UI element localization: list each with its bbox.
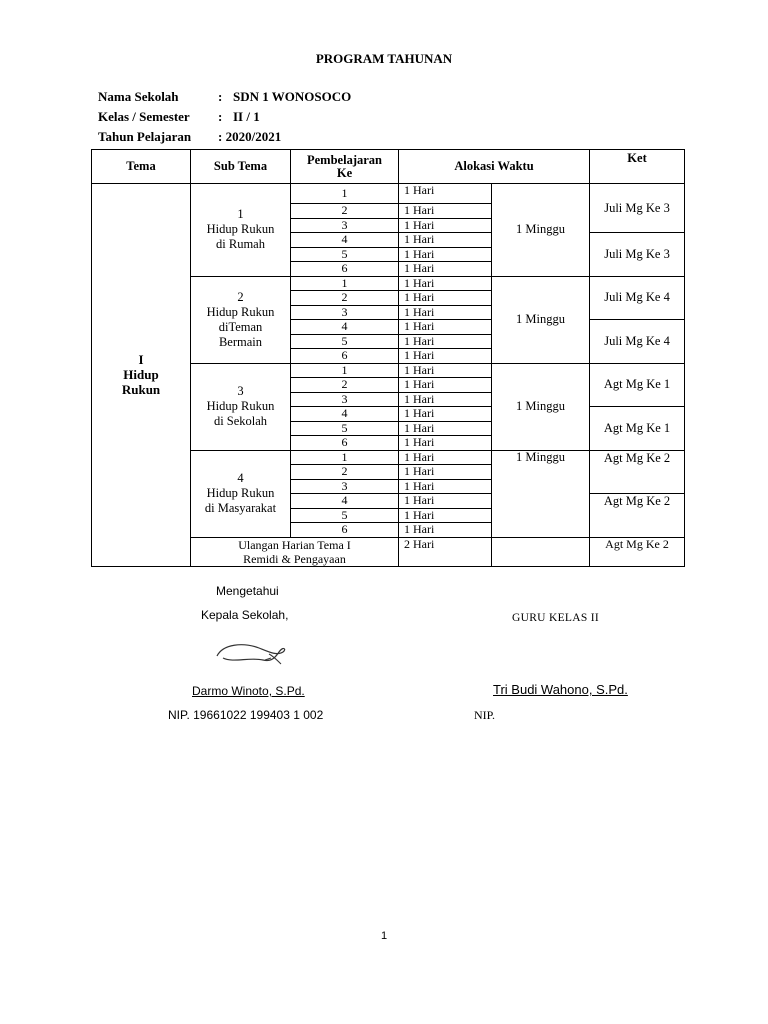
table-header-row (92, 150, 685, 184)
pembelajaran-cell: 6 (291, 262, 399, 277)
hari-cell: 1 Hari (399, 508, 492, 523)
subtema-line: di Sekolah (213, 414, 268, 428)
subtema-line: di Rumah (216, 237, 265, 252)
ket-cell: Juli Mg Ke 3 (590, 184, 685, 233)
program-table (91, 149, 685, 567)
minggu-cell: 1 Minggu (492, 184, 590, 277)
subtema-number: 3 (237, 384, 244, 398)
pembelajaran-cell: 3 (291, 392, 399, 407)
pembelajaran-cell: 1 (291, 276, 399, 291)
hari-cell: 1 Hari (399, 421, 492, 436)
ket-cell: Agt Mg Ke 1 (590, 363, 685, 407)
subtema-number: 4 (237, 471, 244, 485)
hari-cell: 1 Hari (399, 247, 492, 262)
pembelajaran-cell: 6 (291, 523, 399, 538)
tema-cell (92, 184, 191, 567)
pembelajaran-cell: 6 (291, 349, 399, 364)
pembelajaran-cell: 3 (291, 305, 399, 320)
kepala-sekolah-label: Kepala Sekolah, (201, 608, 289, 622)
subtema-line: Hidup Rukun (206, 399, 275, 413)
hari-cell: 1 Hari (399, 494, 492, 509)
minggu-cell: 1 Minggu (492, 363, 590, 450)
hari-cell: 1 Hari (399, 305, 492, 320)
ket-cell: Juli Mg Ke 4 (590, 276, 685, 320)
subtema-cell (191, 184, 291, 277)
hari-cell: 1 Hari (399, 334, 492, 349)
info-colon: : (218, 89, 223, 104)
pembelajaran-cell: 3 (291, 218, 399, 233)
pembelajaran-cell: 5 (291, 508, 399, 523)
minggu-cell: 1 Minggu (492, 276, 590, 363)
ket-cell: Agt Mg Ke 2 (590, 494, 685, 538)
hari-cell: 1 Hari (399, 291, 492, 306)
ket-cell: Juli Mg Ke 4 (590, 320, 685, 364)
empty-cell (492, 537, 590, 566)
hari-cell: 1 Hari (399, 262, 492, 277)
table-row (92, 184, 685, 204)
hari-cell: 1 Hari (399, 436, 492, 451)
pembelajaran-cell: 5 (291, 247, 399, 262)
ket-cell: Agt Mg Ke 1 (590, 407, 685, 451)
pembelajaran-cell: 1 (291, 450, 399, 465)
tema-number: I (138, 352, 144, 368)
hari-cell: 1 Hari (399, 320, 492, 335)
header-pembelajaran (291, 150, 399, 184)
hari-cell: 1 Hari (399, 378, 492, 393)
pembelajaran-cell: 1 (291, 363, 399, 378)
info-value: II / 1 (233, 109, 260, 124)
pembelajaran-cell: 5 (291, 334, 399, 349)
ket-cell: Agt Mg Ke 2 (590, 450, 685, 494)
guru-kelas-nip: NIP. (474, 708, 496, 722)
pembelajaran-cell: 2 (291, 291, 399, 306)
subtema-line: Hidup Rukun (206, 222, 275, 237)
hari-cell: 1 Hari (399, 349, 492, 364)
pembelajaran-cell: 6 (291, 436, 399, 451)
page-number: 1 (380, 930, 388, 942)
header-subtema: Sub Tema (191, 150, 291, 184)
hari-cell: 1 Hari (399, 218, 492, 233)
ket-cell: Juli Mg Ke 3 (590, 233, 685, 277)
subtema-number: 1 (237, 207, 244, 222)
pembelajaran-cell: 2 (291, 465, 399, 480)
subtema-cell (191, 363, 291, 450)
subtema-line: Hidup Rukun (206, 304, 275, 319)
mengetahui-label: Mengetahui (216, 584, 279, 598)
hari-cell: 1 Hari (399, 204, 492, 219)
subtema-line: di Masyarakat (204, 501, 277, 515)
pembelajaran-cell: 4 (291, 494, 399, 509)
pembelajaran-cell: 1 (291, 184, 399, 204)
pembelajaran-cell: 4 (291, 407, 399, 422)
info-label: Kelas / Semester (98, 109, 190, 124)
header-pembelajaran-line2: Ke (336, 165, 353, 180)
tema-line: Hidup (123, 367, 159, 383)
guru-kelas-label: GURU KELAS II (512, 612, 599, 624)
hari-cell: 1 Hari (399, 465, 492, 480)
subtema-line: Hidup Rukun (206, 486, 275, 500)
pembelajaran-cell: 2 (291, 378, 399, 393)
hari-cell: 1 Hari (399, 523, 492, 538)
info-label: Tahun Pelajaran (98, 129, 192, 144)
hari-cell: 1 Hari (399, 363, 492, 378)
hari-cell: 1 Hari (399, 184, 492, 204)
subtema-line: Bermain (218, 334, 263, 349)
pembelajaran-cell: 3 (291, 479, 399, 494)
pembelajaran-cell: 2 (291, 204, 399, 219)
pembelajaran-cell: 4 (291, 320, 399, 335)
hari-cell: 1 Hari (399, 392, 492, 407)
subtema-cell (191, 276, 291, 363)
guru-kelas-name: Tri Budi Wahono, S.Pd. (493, 682, 628, 697)
header-alokasi: Alokasi Waktu (399, 150, 590, 184)
ket-cell: Agt Mg Ke 2 (590, 537, 685, 566)
minggu-cell: 1 Minggu (492, 450, 590, 537)
ulangan-cell (191, 537, 399, 566)
subtema-line: diTeman (218, 319, 263, 334)
document-title: PROGRAM TAHUNAN (315, 51, 453, 66)
pembelajaran-cell: 4 (291, 233, 399, 248)
header-tema: Tema (92, 150, 191, 184)
hari-cell: 2 Hari (399, 537, 492, 566)
hari-cell: 1 Hari (399, 479, 492, 494)
header-ket: Ket (590, 150, 685, 184)
header-pembelajaran-line1: Pembelajaran (307, 152, 382, 167)
ulangan-line: Remidi & Pengayaan (243, 551, 346, 566)
ulangan-line: Ulangan Harian Tema I (238, 537, 351, 552)
info-label: Nama Sekolah (98, 89, 179, 104)
tema-line: Rukun (121, 382, 161, 398)
subtema-cell (191, 450, 291, 537)
kepala-sekolah-nip: NIP. 19661022 199403 1 002 (168, 708, 324, 722)
hari-cell: 1 Hari (399, 233, 492, 248)
info-value: SDN 1 WONOSOCO (233, 89, 352, 104)
pembelajaran-cell: 5 (291, 421, 399, 436)
hari-cell: 1 Hari (399, 407, 492, 422)
hari-cell: 1 Hari (399, 276, 492, 291)
info-colon: : 2020/2021 (218, 129, 282, 144)
signature-image (213, 630, 293, 674)
info-colon: : (218, 109, 223, 124)
hari-cell: 1 Hari (399, 450, 492, 465)
kepala-sekolah-name: Darmo Winoto, S.Pd. (192, 684, 305, 698)
subtema-number: 2 (237, 289, 244, 304)
